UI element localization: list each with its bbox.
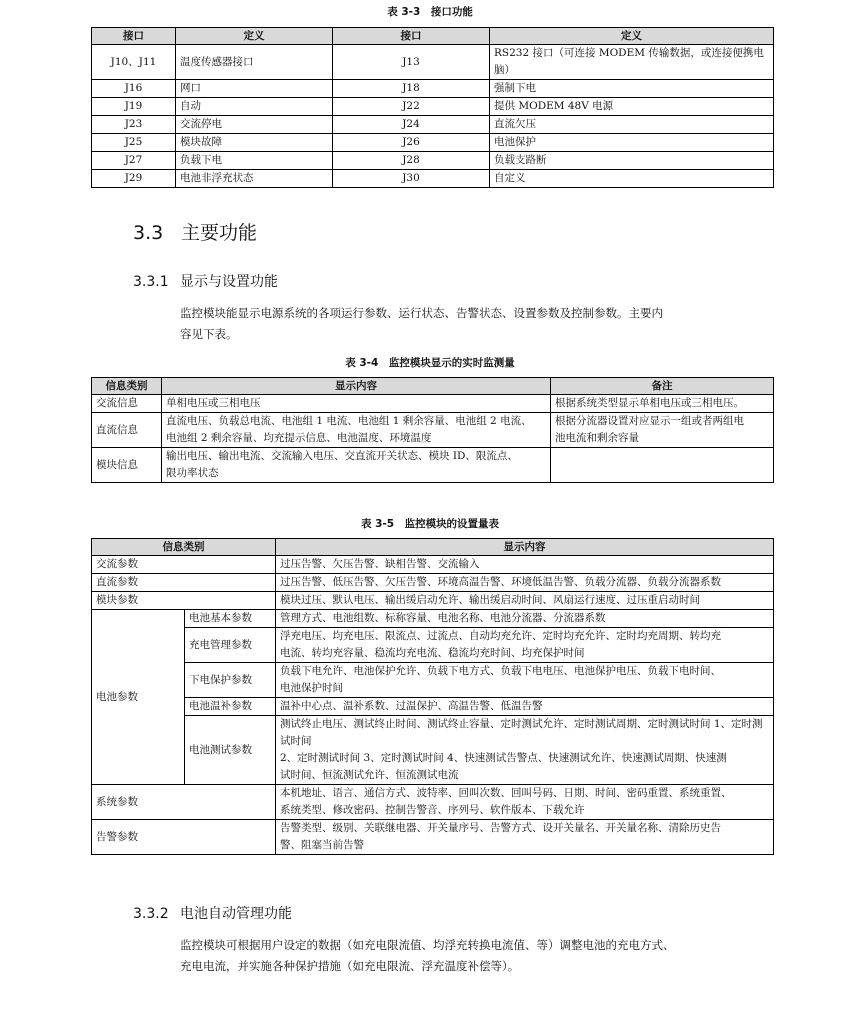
table-row	[92, 45, 774, 80]
paragraph-line: 容见下表。	[180, 327, 238, 341]
port-cell: J29	[92, 170, 176, 188]
section-title: 显示与设置功能	[180, 274, 278, 290]
content-cell	[276, 820, 774, 855]
content-cell	[162, 413, 551, 448]
category-cell: 告警参数	[92, 820, 276, 855]
table-row	[92, 152, 774, 170]
content-cell	[276, 556, 774, 574]
cell-line: 单相电压或三相电压	[166, 397, 261, 409]
cell-line: 系统类型、修改密码、控制告警音、序列号、软件版本、下载允许	[280, 804, 585, 816]
subcategory-cell: 电池基本参数	[185, 610, 276, 628]
section-3-3-1-paragraph	[180, 303, 770, 345]
definition-cell: 电池保护	[490, 134, 774, 152]
cell-line: 负载下电允许、电池保护允许、负载下电方式、负载下电电压、电池保护电压、负载下电时间、	[280, 665, 721, 677]
definition-cell: 直流欠压	[490, 116, 774, 134]
cell-line: 根据系统类型显示单相电压或三相电压。	[555, 397, 744, 409]
header-category: 信息类别	[92, 539, 276, 556]
definition-cell: 温度传感器接口	[176, 45, 333, 80]
port-cell: J10、J11	[92, 45, 176, 80]
cell-line: 输出电压、输出电流、交流输入电压、交直流开关状态、模块 ID、限流点、	[166, 450, 518, 462]
content-cell	[276, 574, 774, 592]
port-cell: J22	[333, 98, 490, 116]
section-number: 3.3	[133, 222, 164, 244]
content-cell	[276, 698, 774, 716]
table-row	[92, 820, 774, 855]
category-cell: 直流信息	[92, 413, 162, 448]
table-row	[92, 116, 774, 134]
note-cell	[551, 448, 774, 483]
header-note: 备注	[551, 378, 774, 395]
port-cell: J26	[333, 134, 490, 152]
note-cell	[551, 413, 774, 448]
port-cell: J28	[333, 152, 490, 170]
section-heading-3-3	[133, 218, 257, 245]
content-cell	[276, 663, 774, 698]
table-3-3	[91, 27, 774, 188]
section-heading-3-3-2	[133, 903, 292, 923]
section-number: 3.3.1	[133, 274, 169, 290]
table-3-4-caption: 表 3-4 监控模块显示的实时监测量	[345, 357, 515, 369]
table-row	[92, 785, 774, 820]
port-cell: J19	[92, 98, 176, 116]
header-category: 信息类别	[92, 378, 162, 395]
definition-cell: 网口	[176, 80, 333, 98]
section-number: 3.3.2	[133, 906, 169, 922]
definition-cell: 交流停电	[176, 116, 333, 134]
definition-cell: 提供 MODEM 48V 电源	[490, 98, 774, 116]
definition-cell: 自定义	[490, 170, 774, 188]
category-cell: 交流参数	[92, 556, 276, 574]
section-3-3-2-paragraph	[180, 935, 770, 977]
port-cell: J18	[333, 80, 490, 98]
definition-cell: 自动	[176, 98, 333, 116]
content-cell	[276, 785, 774, 820]
content-cell	[276, 592, 774, 610]
table-row	[92, 80, 774, 98]
cell-line: 测试终止电压、测试终止时间、测试终止容量、定时测试允许、定时测试周期、定时测试时间 1、定时测试时间	[280, 718, 763, 747]
table-3-5	[91, 538, 774, 855]
table-row	[92, 663, 774, 698]
category-cell: 模块信息	[92, 448, 162, 483]
header-content: 显示内容	[276, 539, 774, 556]
content-cell	[162, 448, 551, 483]
port-cell: J24	[333, 116, 490, 134]
category-cell: 交流信息	[92, 395, 162, 413]
cell-line: 2、定时测试时间 3、定时测试时间 4、快速测试告警点、快速测试允许、快速测试周期、快速测	[280, 752, 727, 764]
table-row	[92, 698, 774, 716]
cell-line: 电池组 2 剩余容量、均充提示信息、电池温度、环境温度	[166, 432, 432, 444]
paragraph-line: 监控模块可根据用户设定的数据（如充电限流值、均浮充转换电流值、等）调整电池的充电方式、	[180, 938, 675, 952]
table-3-4	[91, 377, 774, 483]
cell-line: 过压告警、欠压告警、缺相告警、交流输入	[280, 558, 480, 570]
port-cell: J13	[333, 45, 490, 80]
cell-line: 温补中心点、温补系数、过温保护、高温告警、低温告警	[280, 700, 543, 712]
header-content: 显示内容	[162, 378, 551, 395]
content-cell	[276, 610, 774, 628]
category-cell: 模块参数	[92, 592, 276, 610]
definition-cell: 电池非浮充状态	[176, 170, 333, 188]
table-row	[92, 556, 774, 574]
category-cell: 电池参数	[92, 610, 185, 785]
table-header-row	[92, 28, 774, 45]
cell-line: 告警类型、级别、关联继电器、开关量序号、告警方式、设开关量名、开关量名称、清除历史告	[280, 822, 721, 834]
table-row	[92, 716, 774, 785]
port-cell: J27	[92, 152, 176, 170]
section-title: 主要功能	[181, 222, 258, 244]
table-row	[92, 395, 774, 413]
subcategory-cell: 下电保护参数	[185, 663, 276, 698]
content-cell	[276, 628, 774, 663]
table-row	[92, 170, 774, 188]
cell-line: 试时间、恒流测试允许、恒流测试电流	[280, 769, 459, 781]
port-cell: J30	[333, 170, 490, 188]
cell-line: 电流、转均充容量、稳流均充电流、稳流均充时间、均充保护时间	[280, 647, 585, 659]
header-port: 接口	[333, 28, 490, 45]
definition-cell: 强制下电	[490, 80, 774, 98]
paragraph-line: 充电电流，并实施各种保护措施（如充电限流、浮充温度补偿等）。	[180, 959, 520, 973]
subcategory-cell: 电池温补参数	[185, 698, 276, 716]
cell-line: 管理方式、电池组数、标称容量、电池名称、电池分流器、分流器系数	[280, 612, 606, 624]
table-row	[92, 610, 774, 628]
table-row	[92, 592, 774, 610]
table-row	[92, 448, 774, 483]
section-title: 电池自动管理功能	[180, 906, 292, 922]
table-row	[92, 98, 774, 116]
table-3-3-caption: 表 3-3 接口功能	[387, 6, 473, 18]
table-row	[92, 574, 774, 592]
cell-line: 电池保护时间	[280, 682, 343, 694]
cell-line: 根据分流器设置对应显示一组或者两组电	[555, 415, 744, 427]
cell-line: 模块过压、默认电压、输出缓启动允许、输出缓启动时间、风扇运行速度、过压重启动时间	[280, 594, 700, 606]
content-cell	[162, 395, 551, 413]
subcategory-cell: 电池测试参数	[185, 716, 276, 785]
definition-cell: 模块故障	[176, 134, 333, 152]
port-cell: J23	[92, 116, 176, 134]
table-row	[92, 134, 774, 152]
table-row	[92, 413, 774, 448]
cell-line: 浮充电压、均充电压、限流点、过流点、自动均充允许、定时均充允许、定时均充周期、转均充	[280, 630, 721, 642]
cell-line: 本机地址、语言、通信方式、波特率、回叫次数、回叫号码、日期、时间、密码重置、系统重置、	[280, 787, 732, 799]
definition-cell: 负载下电	[176, 152, 333, 170]
paragraph-line: 监控模块能显示电源系统的各项运行参数、运行状态、告警状态、设置参数及控制参数。主要内	[180, 306, 663, 320]
header-definition: 定义	[176, 28, 333, 45]
port-cell: J25	[92, 134, 176, 152]
definition-cell: RS232 接口（可连接 MODEM 传输数据，或连接便携电脑）	[490, 45, 774, 80]
table-3-5-caption: 表 3-5 监控模块的设置量表	[360, 518, 500, 530]
table-header-row	[92, 539, 774, 556]
cell-line: 警、阻塞当前告警	[280, 839, 364, 851]
header-port: 接口	[92, 28, 176, 45]
table-row	[92, 628, 774, 663]
cell-line: 过压告警、低压告警、欠压告警、环境高温告警、环境低温告警、负载分流器、负载分流器系数	[280, 576, 721, 588]
table-header-row	[92, 378, 774, 395]
cell-line: 限功率状态	[166, 467, 219, 479]
subcategory-cell: 充电管理参数	[185, 628, 276, 663]
cell-line: 直流电压、负载总电流、电池组 1 电流、电池组 1 剩余容量、电池组 2 电流、	[166, 415, 532, 427]
port-cell: J16	[92, 80, 176, 98]
note-cell	[551, 395, 774, 413]
category-cell: 直流参数	[92, 574, 276, 592]
cell-line: 池电流和剩余容量	[555, 432, 639, 444]
content-cell	[276, 716, 774, 785]
header-definition: 定义	[490, 28, 774, 45]
category-cell: 系统参数	[92, 785, 276, 820]
definition-cell: 负载支路断	[490, 152, 774, 170]
section-heading-3-3-1	[133, 271, 278, 291]
